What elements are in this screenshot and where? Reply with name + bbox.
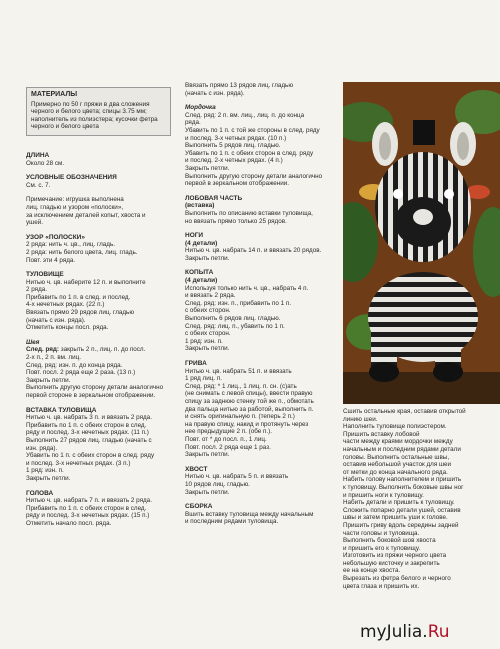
column-middle: [185, 82, 333, 526]
insert-text: Нитью ч. цв. набрать 3 п. и ввязать 2 ряда. Прибавить по 1 п. с обеих сторон в след. ряду и послед. 3-х нечетных рядах. (11 п.) Выполнить 27 рядов лиц. гладью (начать с изн. ряда). Убавить по 1 п. с обеих сторон в след. ряду и послед. 3-х нечетных рядах. (3 п.) 1 ряд: изн. п. Закрыть петли.: [26, 414, 155, 482]
note-text: Примечание: игрушка выполнена лиц. гладью и узором «полоски», за исключением деталей копыт, хвоста и ушей.: [26, 196, 146, 227]
watermark-logo: [358, 622, 452, 642]
watermark-main: myJulia.: [360, 622, 428, 642]
hooves-text: Используя только нить ч. цв., набрать 4 п. и ввязать 2 ряда. След. ряд: изн. п., прибавить по 1 п. с обеих сторон. Выполнить 6 рядов лиц. гладью. След. ряд: лиц. п., убавить по 1 п. с обеих сторон. 1 ряд: изн. п. Закрыть петли.: [185, 284, 309, 353]
neck-text: [26, 346, 171, 399]
neck-title: Шея: [26, 338, 40, 346]
forehead-text: Выполнить по описанию вставки туловища, но ввязать прямо только 25 рядов.: [185, 209, 313, 225]
forehead-sub: (вставка): [185, 202, 215, 210]
forehead-title: ЛОБОВАЯ ЧАСТЬ: [185, 194, 243, 202]
mane-title: ГРИВА: [185, 360, 207, 367]
column-left: [26, 87, 171, 528]
assembly-continued-text: Сшить остальные края, оставив открытой линию шеи. Наполнить туловище полиэстером. Пришить вставку лобовой части между краями мордочки между начальным и последним рядами детали головы. Выполнить остальные швы, оставив небольшой участок для шеи от метки до конца начального ряда. Набить голову наполнителем и пришить к туловищу. Выполнить боковые швы ног и пришить ноги к туловищу. Набить детали и пришить к туловищу. Сложить попарно детали ушей, оставив швы и затем пришить уши к голове. Пришить гриву вдоль середины задней части головы и туловища. Выполнить боковой шов хвоста и пришить его к туловищу. Изготовить из пряжи черного цвета небольшую кисточку и закрепить ее на конце хвоста. Вырезать из фетра белого и черного цвета глаза и пришить их.: [343, 408, 466, 590]
body-title: ТУЛОВИЩЕ: [26, 271, 64, 279]
symbols-text: См. с. 7.: [26, 181, 51, 189]
materials-text: Примерно по 50 г пряжи в два сложения черного и белого цвета; спицы 3.75 мм; наполнитель из полиэстера; кусочки фетра черного и белого цвета: [31, 100, 158, 131]
muzzle-text: След. ряд: 2 п. вм. лиц., лиц. п. до конца ряда. Убавить по 1 п. с той же стороны в след. ряду и послед. 3-х четных рядах. (10 п.) Выполнить 5 рядов лиц. гладью. Убавить по 1 п. с обеих сторон в след. ряду и послед. 2-х четных рядах. (4 п.) Закрыть петли. Выполнить другую сторону детали аналогично первой в зеркальном отображении.: [185, 111, 323, 188]
assembly-title: СБОРКА: [185, 503, 213, 511]
materials-box: [26, 87, 171, 136]
stripes-text: 2 ряда: нить ч. цв., лиц. гладь. 2 ряда: нить белого цвета, лиц. гладь. Повт. эти 4 ряда.: [26, 241, 138, 264]
mane-text: Нитью ч. цв. набрать 51 п. и ввязать 1 ряд лиц. п. След. ряд: * 1 лиц., 1 лиц. п. сн. (с)ать (не снимать с левой спицы), ввести правую спицу за заднюю стенку той же п., обмотать два пальца нитью за работой, выполнить п. и снять оригинальную п. (теперь 2 п.) на правую спицу, накид и протянуть через нее предыдущие 2 п. (обе п.). Повт. от * до посл. п., 1 лиц. Повт. посл. 2 ряда еще 1 раз. Закрыть петли.: [185, 367, 314, 459]
neck-body: закрыть 2 п., лиц. п. до посл. 2-х п., 2 п. вм. лиц. След. ряд: изн. п. до конца ряда. Повт. посл. 2 ряда еще 2 раза. (13 п.) Закрыть петли. Выполнить другую сторону детали аналогично первой стороне в зеркальном отображении.: [26, 346, 164, 399]
head-text: Нитью ч. цв. набрать 7 п. и ввязать 2 ряда. Прибавить по 1 п. с обеих сторон в след. ряду и послед. 3-х нечетных рядах. (15 п.) Отметить начало посл. ряда.: [26, 497, 152, 527]
length-text: Около 28 см.: [26, 159, 65, 167]
legs-title: НОГИ: [185, 232, 204, 240]
body-text: Нитью ч. цв. наберите 12 п. и выполните 2 ряда. Прибавить по 1 п. в след. и послед. 4-х нечетных рядах. (22 п.) Ввязать прямо 29 рядов лиц. гладью (начать с изн. ряда). Отметить концы посл. ряда.: [26, 278, 146, 332]
tail-text: Нитью ч. цв. набрать 5 п. и ввязать 10 рядов лиц. гладью. Закрыть петли.: [185, 473, 289, 496]
insert-title: ВСТАВКА ТУЛОВИЩА: [26, 406, 97, 414]
intro-text: Ввязать прямо 13 рядов лиц. гладью (начать с изн. ряда).: [185, 82, 294, 97]
stripes-title: УЗОР «ПОЛОСКИ»: [26, 233, 85, 241]
watermark-suffix: Ru: [427, 622, 450, 642]
legs-sub: (4 детали): [185, 239, 218, 247]
head-title: ГОЛОВА: [26, 489, 54, 497]
zebra-photo: [343, 82, 500, 404]
tail-title: ХВОСТ: [185, 465, 208, 473]
hooves-sub: (4 детали): [185, 277, 218, 285]
neck-label: След. ряд:: [26, 346, 59, 354]
zebra-illustration: [343, 82, 500, 404]
legs-text: Нитью ч. цв. набрать 14 п. и ввязать 20 рядов. Закрыть петли.: [185, 247, 322, 262]
materials-title: МАТЕРИАЛЫ: [31, 91, 78, 98]
hooves-title: КОПЫТА: [185, 269, 214, 277]
muzzle-title: Мордочка: [185, 104, 216, 112]
column-right: [343, 408, 478, 590]
assembly-text: Вшить вставку туловища между начальным и последним рядами туловища.: [185, 510, 314, 526]
symbols-title: УСЛОВНЫЕ ОБОЗНАЧЕНИЯ: [26, 174, 117, 182]
length-title: ДЛИНА: [26, 151, 50, 159]
